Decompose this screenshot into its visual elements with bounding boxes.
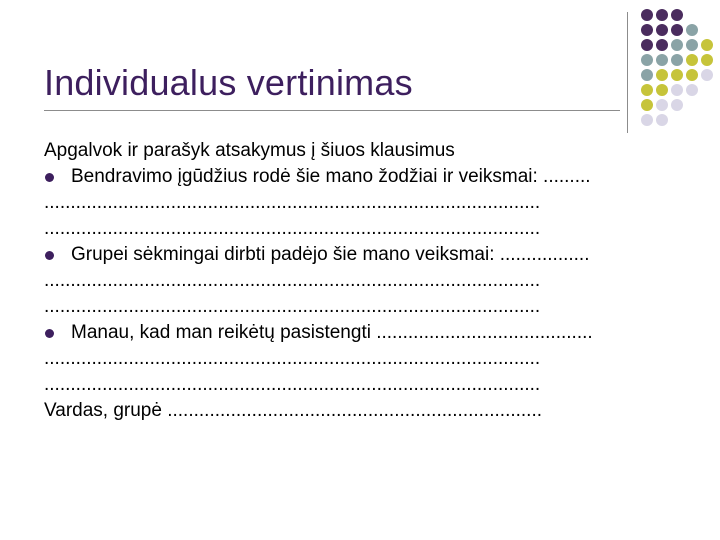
- bullet-icon: [45, 173, 54, 182]
- slide-title: Individualus vertinimas: [44, 62, 413, 103]
- dot: [686, 54, 698, 66]
- vertical-divider: [627, 12, 628, 133]
- dot: [671, 69, 683, 81]
- answer-line: ..............................................................................................: [44, 192, 541, 213]
- dot: [686, 69, 698, 81]
- dot: [656, 99, 668, 111]
- bullet-item: [44, 320, 684, 346]
- dot: [641, 99, 653, 111]
- bullet-text: Manau, kad man reikėtų pasistengti .........................................: [71, 322, 593, 343]
- dot: [671, 84, 683, 96]
- dot: [671, 99, 683, 111]
- instruction-heading: Apgalvok ir parašyk atsakymus į šiuos klausimus: [44, 140, 455, 161]
- dot: [641, 84, 653, 96]
- dot: [701, 54, 713, 66]
- dot: [641, 9, 653, 21]
- bullet-text: Bendravimo įgūdžius rodė šie mano žodžiai ir veiksmai: .........: [71, 166, 591, 187]
- dot: [671, 39, 683, 51]
- dot: [656, 39, 668, 51]
- dot: [656, 24, 668, 36]
- dot: [656, 9, 668, 21]
- dot: [671, 54, 683, 66]
- dot: [686, 24, 698, 36]
- answer-line: ..............................................................................................: [44, 296, 541, 317]
- answer-line: ..............................................................................................: [44, 218, 541, 239]
- dot: [641, 114, 653, 126]
- dot: [641, 39, 653, 51]
- dot: [641, 69, 653, 81]
- dot: [656, 54, 668, 66]
- dot: [686, 39, 698, 51]
- dot: [701, 69, 713, 81]
- bullet-item: [44, 242, 684, 268]
- dot: [656, 84, 668, 96]
- bullet-item: [44, 164, 684, 190]
- bullet-icon: [45, 251, 54, 260]
- title-divider: [44, 110, 620, 111]
- dot: [641, 54, 653, 66]
- name-group-field: Vardas, grupė .......................................................................: [44, 400, 543, 421]
- bullet-icon: [45, 329, 54, 338]
- dot: [686, 84, 698, 96]
- bullet-text: Grupei sėkmingai dirbti padėjo šie mano veiksmai: .................: [71, 244, 590, 265]
- dot: [671, 24, 683, 36]
- slide-content: [44, 138, 684, 424]
- dot: [656, 69, 668, 81]
- dot: [671, 9, 683, 21]
- answer-line: ..............................................................................................: [44, 348, 541, 369]
- dot: [701, 39, 713, 51]
- dot: [656, 114, 668, 126]
- answer-line: ..............................................................................................: [44, 270, 541, 291]
- answer-line: ..............................................................................................: [44, 374, 541, 395]
- dot: [641, 24, 653, 36]
